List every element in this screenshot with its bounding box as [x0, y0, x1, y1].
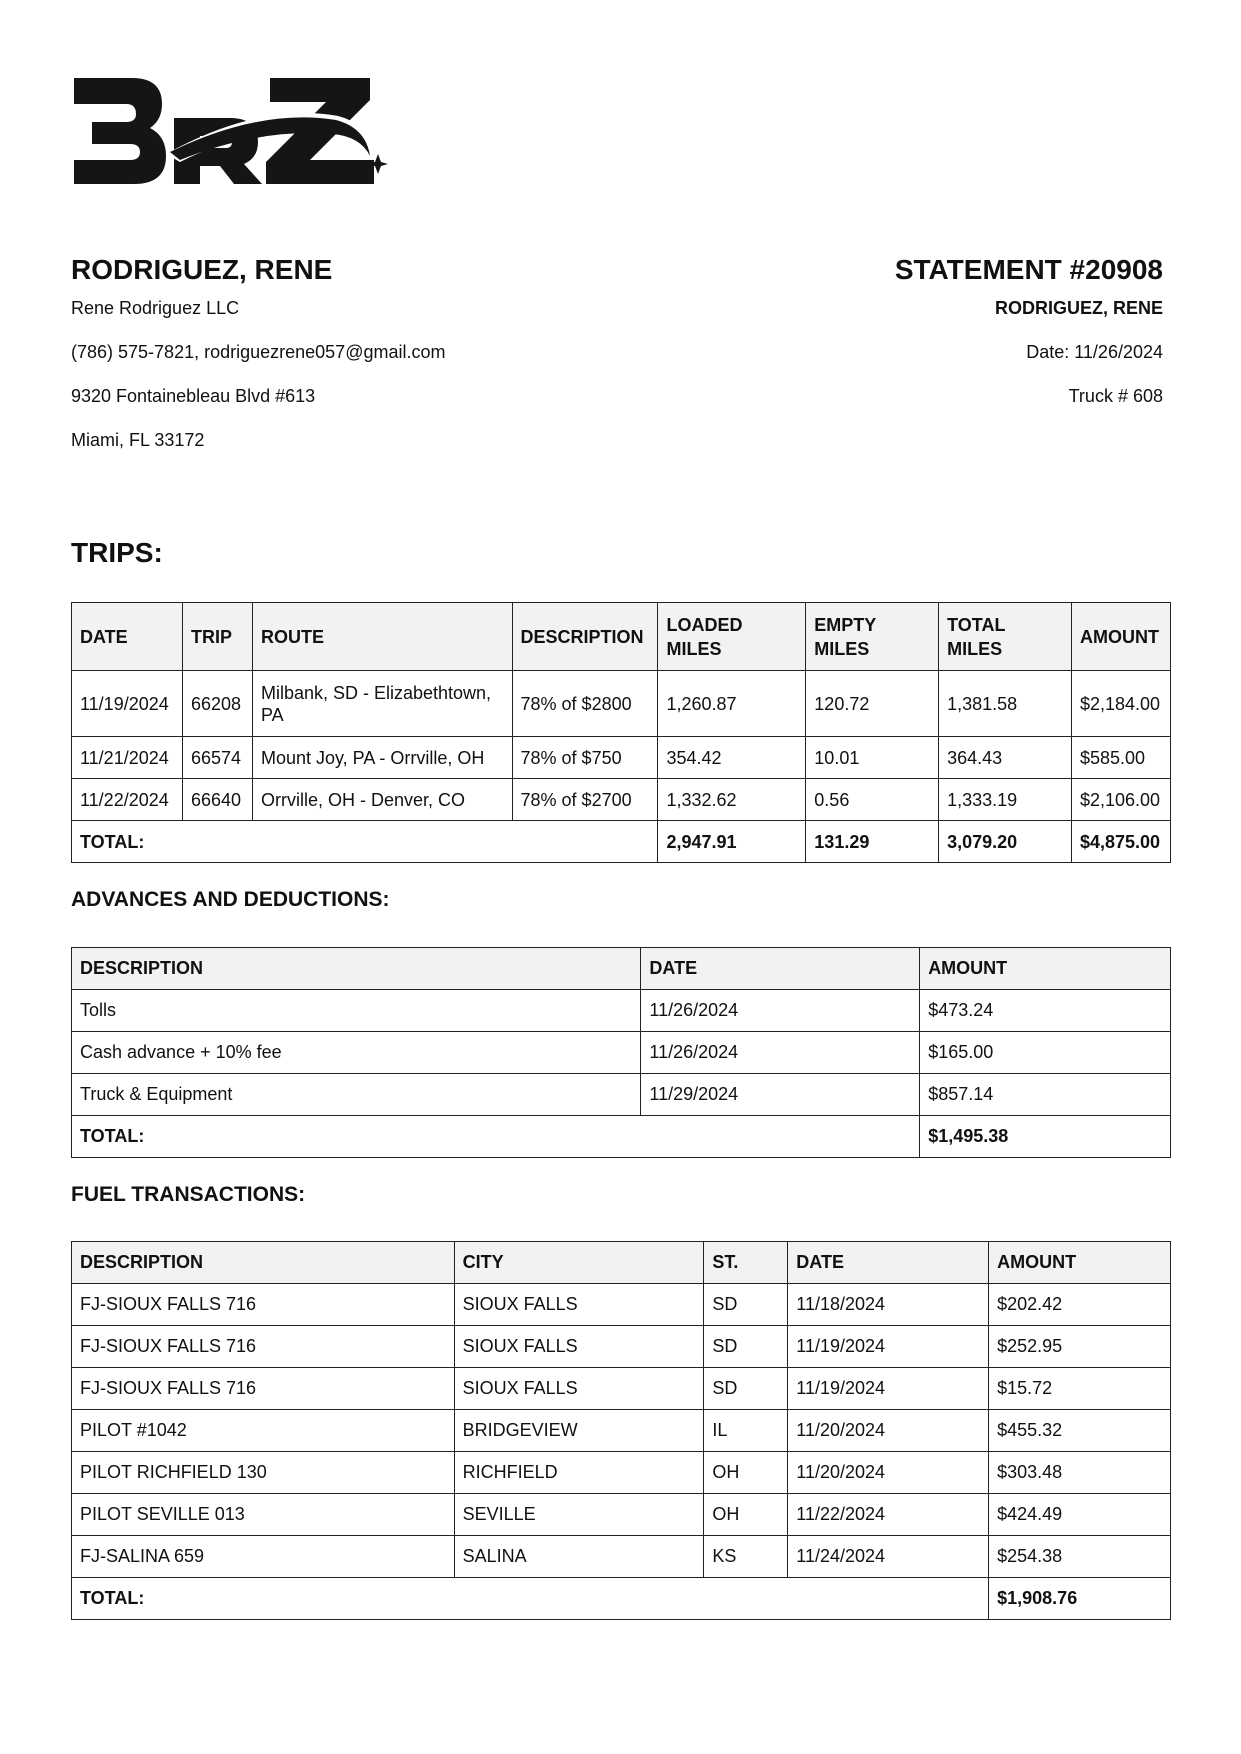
total-label: TOTAL:: [72, 1116, 920, 1158]
table-cell: 11/21/2024: [72, 737, 183, 779]
table-cell: $2,184.00: [1071, 671, 1170, 737]
column-header: AMOUNT: [920, 948, 1171, 990]
table-cell: 354.42: [658, 737, 806, 779]
total-amount: $1,495.38: [920, 1116, 1171, 1158]
table-cell: 11/19/2024: [788, 1368, 989, 1410]
table-row: [72, 779, 1171, 821]
table-cell: 1,332.62: [658, 779, 806, 821]
advances-table: [71, 947, 1171, 1158]
brz-logo: [70, 78, 390, 190]
table-cell: 78% of $2800: [512, 671, 658, 737]
table-cell: 11/29/2024: [641, 1074, 920, 1116]
total-amount: $4,875.00: [1071, 821, 1170, 863]
table-cell: BRIDGEVIEW: [454, 1410, 704, 1452]
table-cell: 78% of $2700: [512, 779, 658, 821]
column-header: EMPTY MILES: [806, 603, 939, 671]
table-cell: SALINA: [454, 1536, 704, 1578]
table-cell: SIOUX FALLS: [454, 1368, 704, 1410]
table-header-row: [72, 1242, 1171, 1284]
trips-title: TRIPS:: [71, 537, 163, 568]
table-cell: 66208: [182, 671, 252, 737]
table-cell: 1,260.87: [658, 671, 806, 737]
table-cell: $857.14: [920, 1074, 1171, 1116]
column-header: DESCRIPTION: [72, 1242, 455, 1284]
table-cell: 11/20/2024: [788, 1410, 989, 1452]
table-cell: OH: [704, 1452, 788, 1494]
statement-date: Date: 11/26/2024: [1026, 342, 1163, 362]
table-cell: SIOUX FALLS: [454, 1326, 704, 1368]
table-cell: SD: [704, 1368, 788, 1410]
table-cell: 0.56: [806, 779, 939, 821]
table-cell: $303.48: [989, 1452, 1171, 1494]
driver-address-line2: Miami, FL 33172: [71, 430, 205, 450]
column-header: DATE: [788, 1242, 989, 1284]
column-header: CITY: [454, 1242, 704, 1284]
table-header-row: [72, 603, 1171, 671]
table-cell: Milbank, SD - Elizabethtown, PA: [252, 671, 512, 737]
total-label: TOTAL:: [72, 821, 658, 863]
table-cell: FJ-SIOUX FALLS 716: [72, 1326, 455, 1368]
table-cell: 11/19/2024: [788, 1326, 989, 1368]
statement-info: [603, 254, 1163, 418]
statement-title: STATEMENT #20908: [894, 254, 1163, 285]
table-cell: $165.00: [920, 1032, 1171, 1074]
driver-name: RODRIGUEZ, RENE: [71, 254, 333, 285]
table-row: [72, 1284, 1171, 1326]
table-row: [72, 1452, 1171, 1494]
table-row: [72, 1494, 1171, 1536]
table-cell: 11/19/2024: [72, 671, 183, 737]
table-cell: 11/18/2024: [788, 1284, 989, 1326]
table-cell: Truck & Equipment: [72, 1074, 641, 1116]
total-loaded-miles: 2,947.91: [658, 821, 806, 863]
column-header: DESCRIPTION: [72, 948, 641, 990]
column-header: ROUTE: [252, 603, 512, 671]
table-row: [72, 990, 1171, 1032]
table-cell: 66640: [182, 779, 252, 821]
table-cell: 11/26/2024: [641, 990, 920, 1032]
driver-company: Rene Rodriguez LLC: [71, 298, 240, 318]
column-header: AMOUNT: [1071, 603, 1170, 671]
table-cell: 364.43: [939, 737, 1072, 779]
fuel-table: [71, 1241, 1171, 1620]
table-cell: 10.01: [806, 737, 939, 779]
table-row: [72, 1326, 1171, 1368]
table-cell: $252.95: [989, 1326, 1171, 1368]
trips-table: [71, 602, 1171, 863]
total-label: TOTAL:: [72, 1578, 989, 1620]
column-header: DESCRIPTION: [512, 603, 658, 671]
table-cell: Tolls: [72, 990, 641, 1032]
table-cell: $424.49: [989, 1494, 1171, 1536]
table-cell: SEVILLE: [454, 1494, 704, 1536]
table-cell: RICHFIELD: [454, 1452, 704, 1494]
table-cell: $15.72: [989, 1368, 1171, 1410]
total-row: [72, 821, 1171, 863]
table-cell: PILOT RICHFIELD 130: [72, 1452, 455, 1494]
fuel-title: FUEL TRANSACTIONS:: [71, 1183, 306, 1206]
table-cell: 11/24/2024: [788, 1536, 989, 1578]
table-cell: FJ-SIOUX FALLS 716: [72, 1368, 455, 1410]
table-header-row: [72, 948, 1171, 990]
column-header: DATE: [72, 603, 183, 671]
table-row: [72, 671, 1171, 737]
total-row: [72, 1578, 1171, 1620]
table-cell: FJ-SIOUX FALLS 716: [72, 1284, 455, 1326]
table-cell: PILOT #1042: [72, 1410, 455, 1452]
table-cell: OH: [704, 1494, 788, 1536]
statement-truck: Truck # 608: [1068, 386, 1163, 406]
table-cell: 11/22/2024: [72, 779, 183, 821]
table-cell: 11/20/2024: [788, 1452, 989, 1494]
column-header: DATE: [641, 948, 920, 990]
table-cell: FJ-SALINA 659: [72, 1536, 455, 1578]
total-miles: 3,079.20: [939, 821, 1072, 863]
table-row: [72, 1074, 1171, 1116]
driver-info: [71, 254, 631, 462]
table-cell: 11/22/2024: [788, 1494, 989, 1536]
total-empty-miles: 131.29: [806, 821, 939, 863]
table-cell: 120.72: [806, 671, 939, 737]
column-header: TRIP: [182, 603, 252, 671]
table-cell: $585.00: [1071, 737, 1170, 779]
table-row: [72, 1536, 1171, 1578]
table-cell: 78% of $750: [512, 737, 658, 779]
total-row: [72, 1116, 1171, 1158]
table-cell: $202.42: [989, 1284, 1171, 1326]
table-cell: $455.32: [989, 1410, 1171, 1452]
table-cell: SD: [704, 1284, 788, 1326]
table-cell: Mount Joy, PA - Orrville, OH: [252, 737, 512, 779]
table-cell: 1,381.58: [939, 671, 1072, 737]
table-cell: $2,106.00: [1071, 779, 1170, 821]
table-cell: Orrville, OH - Denver, CO: [252, 779, 512, 821]
table-cell: $254.38: [989, 1536, 1171, 1578]
table-cell: PILOT SEVILLE 013: [72, 1494, 455, 1536]
table-row: [72, 1368, 1171, 1410]
column-header: ST.: [704, 1242, 788, 1284]
column-header: AMOUNT: [989, 1242, 1171, 1284]
table-row: [72, 737, 1171, 779]
driver-contact: (786) 575-7821, rodriguezrene057@gmail.com: [71, 342, 446, 362]
statement-name: RODRIGUEZ, RENE: [994, 298, 1163, 318]
table-cell: IL: [704, 1410, 788, 1452]
column-header: LOADED MILES: [658, 603, 806, 671]
total-amount: $1,908.76: [989, 1578, 1171, 1620]
driver-address-line1: 9320 Fontainebleau Blvd #613: [71, 386, 316, 406]
table-cell: $473.24: [920, 990, 1171, 1032]
table-cell: KS: [704, 1536, 788, 1578]
table-row: [72, 1032, 1171, 1074]
table-cell: 11/26/2024: [641, 1032, 920, 1074]
table-cell: 1,333.19: [939, 779, 1072, 821]
table-cell: Cash advance + 10% fee: [72, 1032, 641, 1074]
advances-title: ADVANCES AND DEDUCTIONS:: [71, 888, 390, 911]
table-cell: SD: [704, 1326, 788, 1368]
table-cell: 66574: [182, 737, 252, 779]
column-header: TOTAL MILES: [939, 603, 1072, 671]
table-cell: SIOUX FALLS: [454, 1284, 704, 1326]
table-row: [72, 1410, 1171, 1452]
